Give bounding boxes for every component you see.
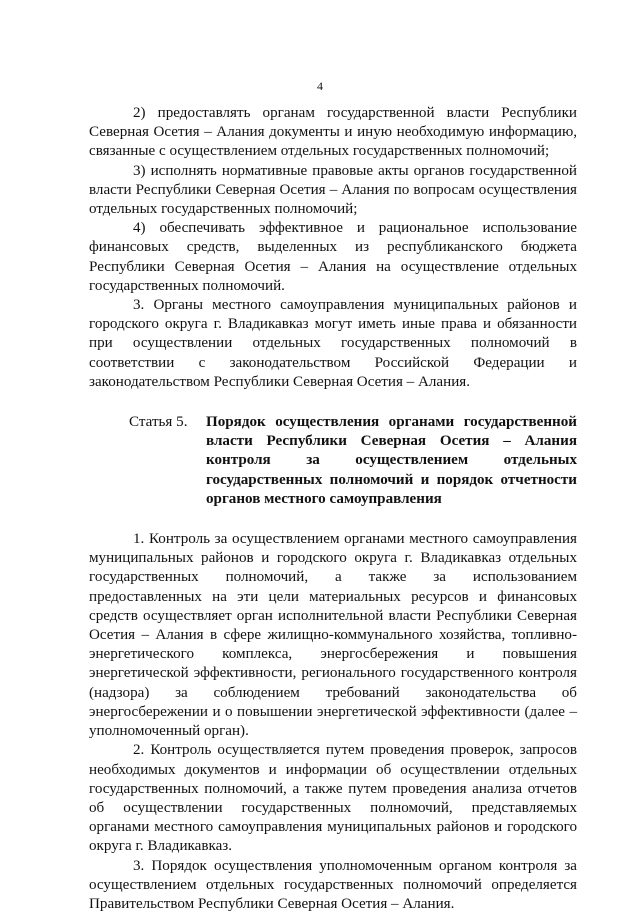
paragraph-item-2: 2) предоставлять органам государственной власти Республики Северная Осетия – Алания документы и иную необходимую информацию, связанные с осуществлением отдельных государственных полномочий; <box>89 105 577 160</box>
article-title: Порядок осуществления органами государственной власти Республики Северная Осетия – Алания контроля за осуществлением отдельных государственных полномочий и порядок отчетности органов местного самоуправления <box>206 414 577 507</box>
article-label: Статья 5. <box>129 414 188 431</box>
article-heading <box>89 413 577 509</box>
paragraph-item-4: 4) обеспечивать эффективное и рациональное использование финансовых средств, выделенных из республиканского бюджета Республики Северная Осетия – Алания на осуществление отдельных государственных полномочий. <box>89 220 577 294</box>
paragraph-item-3: 3) исполнять нормативные правовые акты органов государственной власти Республики Северная Осетия – Алания по вопросам осуществления отдельных государственных полномочий; <box>89 162 577 218</box>
paragraph-clause-3: 3. Органы местного самоуправления муниципальных районов и городского округа г. Владикавказ могут иметь иные права и обязанности при осуществлении отдельных государственных полномочий в соответствии с законодательством Российской Федерации и законодательством Республики Северная Осетия – Алания. <box>89 297 577 390</box>
document-body <box>89 104 577 914</box>
page-number: 4 <box>317 79 323 93</box>
paragraph-clause-1: 1. Контроль за осуществлением органами местного самоуправления муниципальных районов и городского округа г. Владикавказ отдельных государственных полномочий, а также за использованием предоставленных на эти цели материальных ресурсов и финансовых средств осуществляет орган исполнительной власти Республики Северная Осетия – Алания в сфере жилищно-коммунального хозяйства, топливно-энергетического комплекса, энергосбережения и повышения энергетической эффективности, регионального государственного контроля (надзора) за соблюдением требований законодательства об энергосбережении и о повышении энергетической эффективности (далее – уполномоченный орган). <box>89 531 577 740</box>
paragraph-clause-3-control: 3. Порядок осуществления уполномоченным органом контроля за осуществлением отдельных государственных полномочий определяется Правительством Республики Северная Осетия – Алания. <box>89 857 577 912</box>
paragraph-clause-2: 2. Контроль осуществляется путем проведения проверок, запросов необходимых документов и информации об осуществлении отдельных государственных полномочий, а также путем проведения анализа отчетов об осуществлении государственных полномочий, представляемых органами местного самоуправления муниципальных районов и городского округа г. Владикавказ. <box>89 742 577 855</box>
